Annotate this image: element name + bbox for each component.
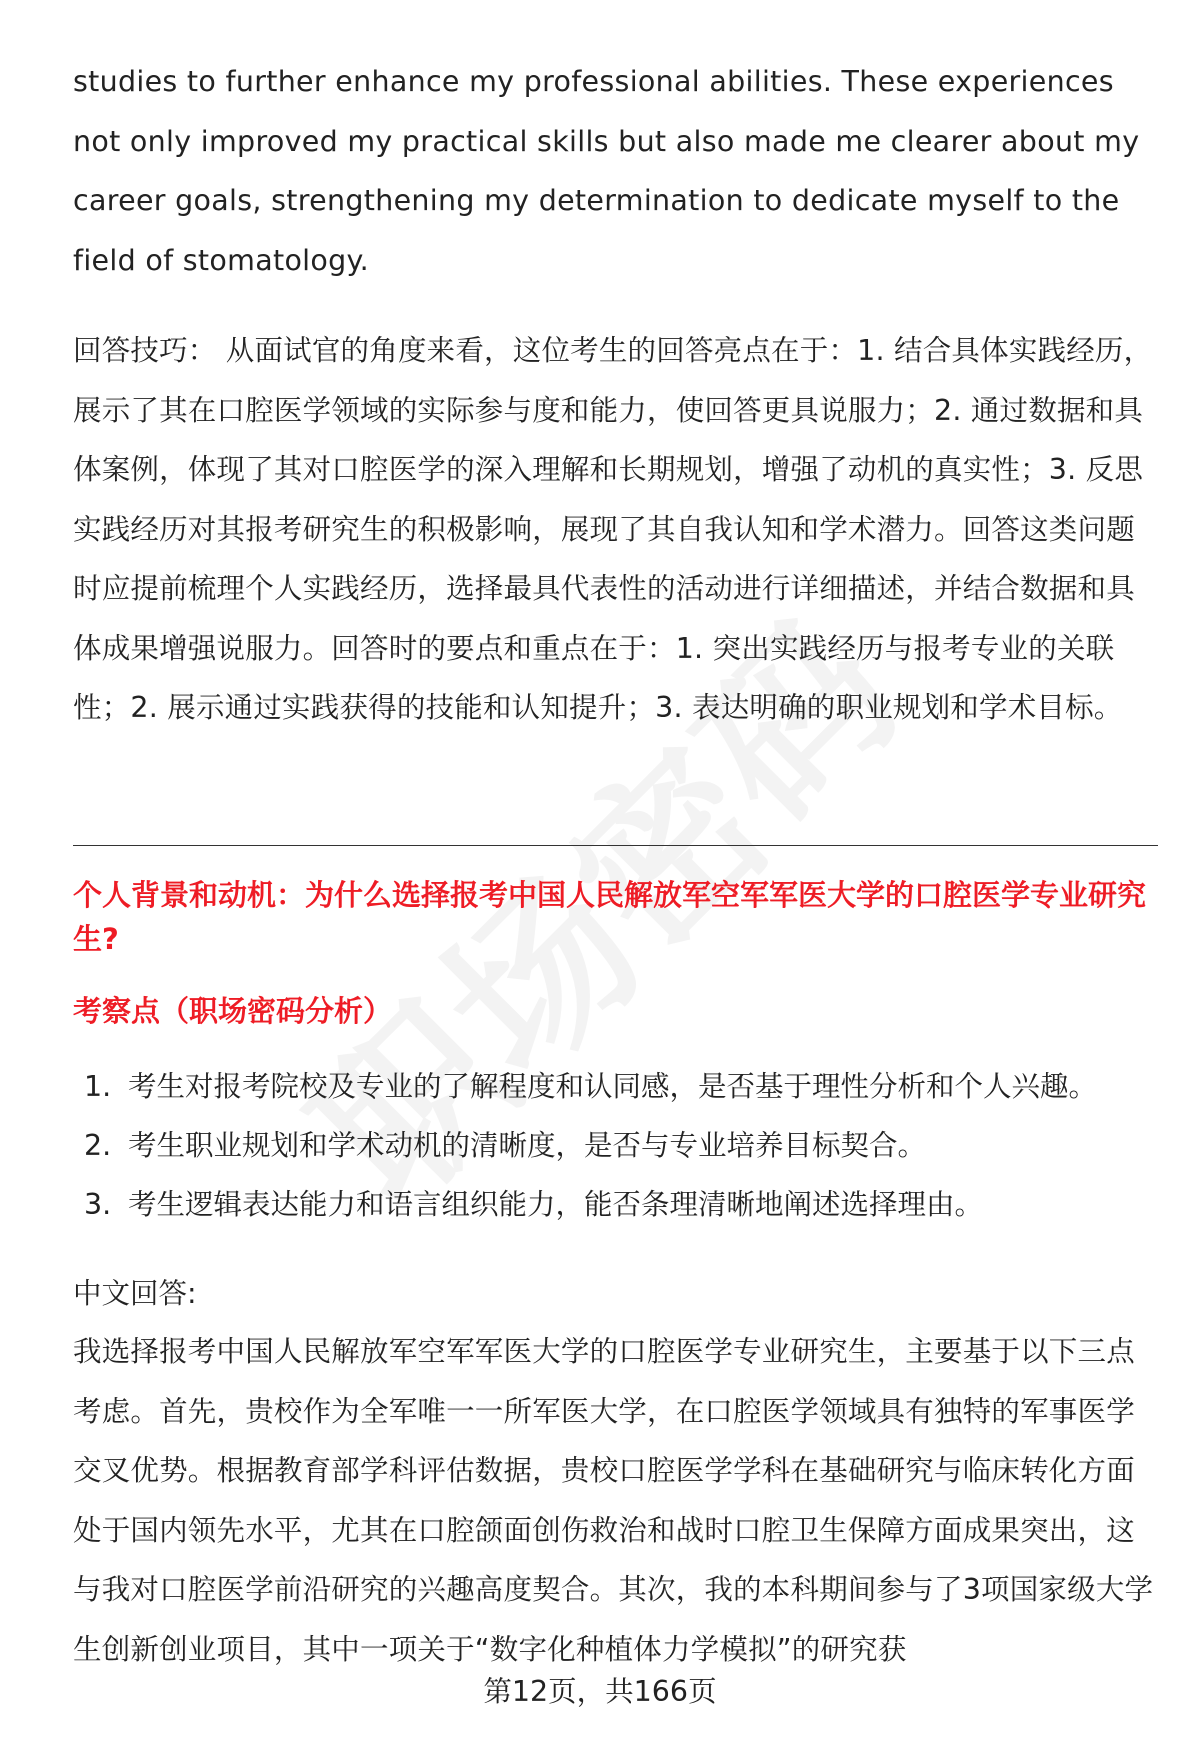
english-paragraph: studies to further enhance my professional abilities. These experiences not only improved my practical skills but also made me clearer about my career goals, strengthening my determination to dedicate myself to the field of stomatology. xyxy=(73,65,1140,277)
list-item xyxy=(84,1116,1154,1175)
list-item xyxy=(84,1057,1154,1116)
page-footer: 第12页，共166页 xyxy=(483,1675,717,1708)
question-title: 个人背景和动机：为什么选择报考中国人民解放军空军军医大学的口腔医学专业研究生? xyxy=(73,878,1147,956)
list-item-text: 考生逻辑表达能力和语言组织能力，能否条理清晰地阐述选择理由。 xyxy=(128,1188,984,1221)
top-section xyxy=(73,52,1158,738)
evaluation-points-list xyxy=(84,1057,1154,1234)
list-item-number: 1. xyxy=(84,1070,112,1103)
answer-body: 我选择报考中国人民解放军空军军医大学的口腔医学专业研究生，主要基于以下三点考虑。首先，贵校作为全军唯一一所军医大学，在口腔医学领域具有独特的军事医学交叉优势。根据教育部学科评估数据，贵校口腔医学学科在基础研究与临床转化方面处于国内领先水平，尤其在口腔颌面创伤救治和战时口腔卫生保障方面成果突出，这与我对口腔医学前沿研究的兴趣高度契合。其次，我的本科期间参与了3项国家级大学生创新创业项目，其中一项关于“数字化种植体力学模拟”的研究获 xyxy=(73,1335,1154,1666)
list-item-text: 考生对报考院校及专业的了解程度和认同感，是否基于理性分析和个人兴趣。 xyxy=(128,1070,1098,1103)
section-title: 考察点（职场密码分析） xyxy=(73,994,393,1028)
tips-paragraph: 回答技巧： 从面试官的角度来看，这位考生的回答亮点在于：1. 结合具体实践经历，展示了其在口腔医学领域的实际参与度和能力，使回答更具说服力；2. 通过数据和具体案例，体现了其对口腔医学的深入理解和长期规划，增强了动机的真实性；3. 反思实践经历对其报考研究生的积极影响，展现了其自我认知和学术潜力。回答这类问题时应提前梳理个人实践经历，选择最具代表性的活动进行详细描述，并结合数据和具体成果增强说服力。回答时的要点和重点在于：1. 突出实践经历与报考专业的关联性；2. 展示通过实践获得的技能和认知提升；3. 表达明确的职业规划和学术目标。 xyxy=(73,334,1153,724)
list-item-text: 考生职业规划和学术动机的清晰度，是否与专业培养目标契合。 xyxy=(128,1129,927,1162)
list-item xyxy=(84,1175,1154,1234)
section-divider xyxy=(73,845,1158,846)
list-item-number: 2. xyxy=(84,1129,112,1162)
answer-section xyxy=(73,1266,1158,1679)
answer-label: 中文回答: xyxy=(73,1277,197,1310)
list-item-number: 3. xyxy=(84,1188,112,1221)
